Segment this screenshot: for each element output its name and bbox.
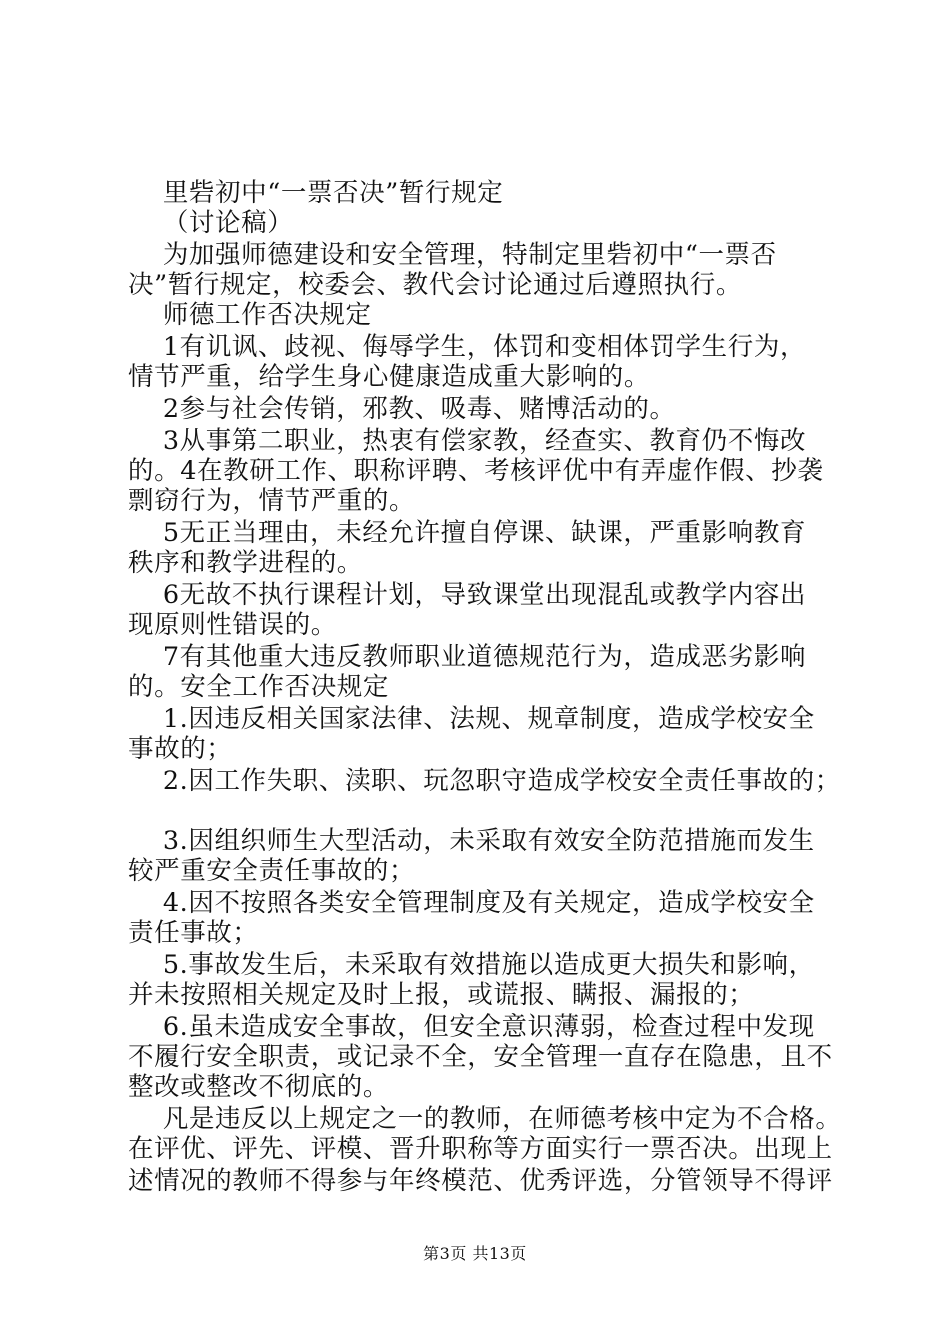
text-line: 在评优、评先、评模、晋升职称等方面实行一票否决。出现上: [128, 1134, 833, 1164]
document-title: 里砦初中“一票否决”暂行规定: [128, 178, 504, 208]
document-subtitle: （讨论稿）: [128, 208, 294, 238]
text-line: 2.因工作失职、渎职、玩忽职守造成学校安全责任事故的；: [128, 766, 841, 796]
text-line: 7有其他重大违反教师职业道德规范行为，造成恶劣影响: [128, 642, 807, 672]
text-line: 3.因组织师生大型活动，未采取有效安全防范措施而发生: [128, 826, 815, 856]
text-line: 5.事故发生后，未采取有效措施以造成更大损失和影响，: [128, 950, 815, 980]
text-line: 的。安全工作否决规定: [128, 672, 390, 702]
text-line: 凡是违反以上规定之一的教师，在师德考核中定为不合格。: [128, 1104, 842, 1134]
text-line: 6无故不执行课程计划，导致课堂出现混乱或教学内容出: [128, 580, 807, 610]
text-line: 6.虽未造成安全事故，但安全意识薄弱，检查过程中发现: [128, 1012, 815, 1042]
text-line: 1.因违反相关国家法律、法规、规章制度，造成学校安全: [128, 704, 815, 734]
text-line: 秩序和教学进程的。: [128, 548, 363, 578]
text-line: 并未按照相关规定及时上报，或谎报、瞒报、漏报的；: [128, 980, 755, 1010]
text-line: 5无正当理由，未经允许擅自停课、缺课，严重影响教育: [128, 518, 807, 548]
text-line: 现原则性错误的。: [128, 610, 337, 640]
text-line: 整改或整改不彻底的。: [128, 1072, 390, 1102]
text-line: 不履行安全职责，或记录不全，安全管理一直存在隐患，且不: [128, 1042, 833, 1072]
text-line: 的。4在教研工作、职称评聘、考核评优中有弄虚作假、抄袭: [128, 456, 824, 486]
page-number-footer: 第3页 共13页: [423, 1244, 527, 1263]
text-line: 1有讥讽、歧视、侮辱学生，体罚和变相体罚学生行为，: [128, 332, 807, 362]
text-line: 2参与社会传销，邪教、吸毒、赌博活动的。: [128, 394, 676, 424]
text-line: 3从事第二职业，热衷有偿家教，经查实、教育仍不悔改: [128, 426, 807, 456]
text-line: 述情况的教师不得参与年终模范、优秀评选，分管领导不得评: [128, 1166, 833, 1196]
text-line: 事故的；: [128, 734, 233, 764]
text-line: 责任事故；: [128, 918, 259, 948]
text-line: 4.因不按照各类安全管理制度及有关规定，造成学校安全: [128, 888, 815, 918]
text-line: 较严重安全责任事故的；: [128, 856, 416, 886]
text-line: 为加强师德建设和安全管理，特制定里砦初中“一票否: [128, 240, 777, 270]
text-line: 情节严重，给学生身心健康造成重大影响的。: [128, 362, 651, 392]
text-line: 剽窃行为，情节严重的。: [128, 486, 416, 516]
section-heading: 师德工作否决规定: [128, 300, 372, 330]
text-line: 决”暂行规定，校委会、教代会讨论通过后遵照执行。: [128, 270, 742, 300]
